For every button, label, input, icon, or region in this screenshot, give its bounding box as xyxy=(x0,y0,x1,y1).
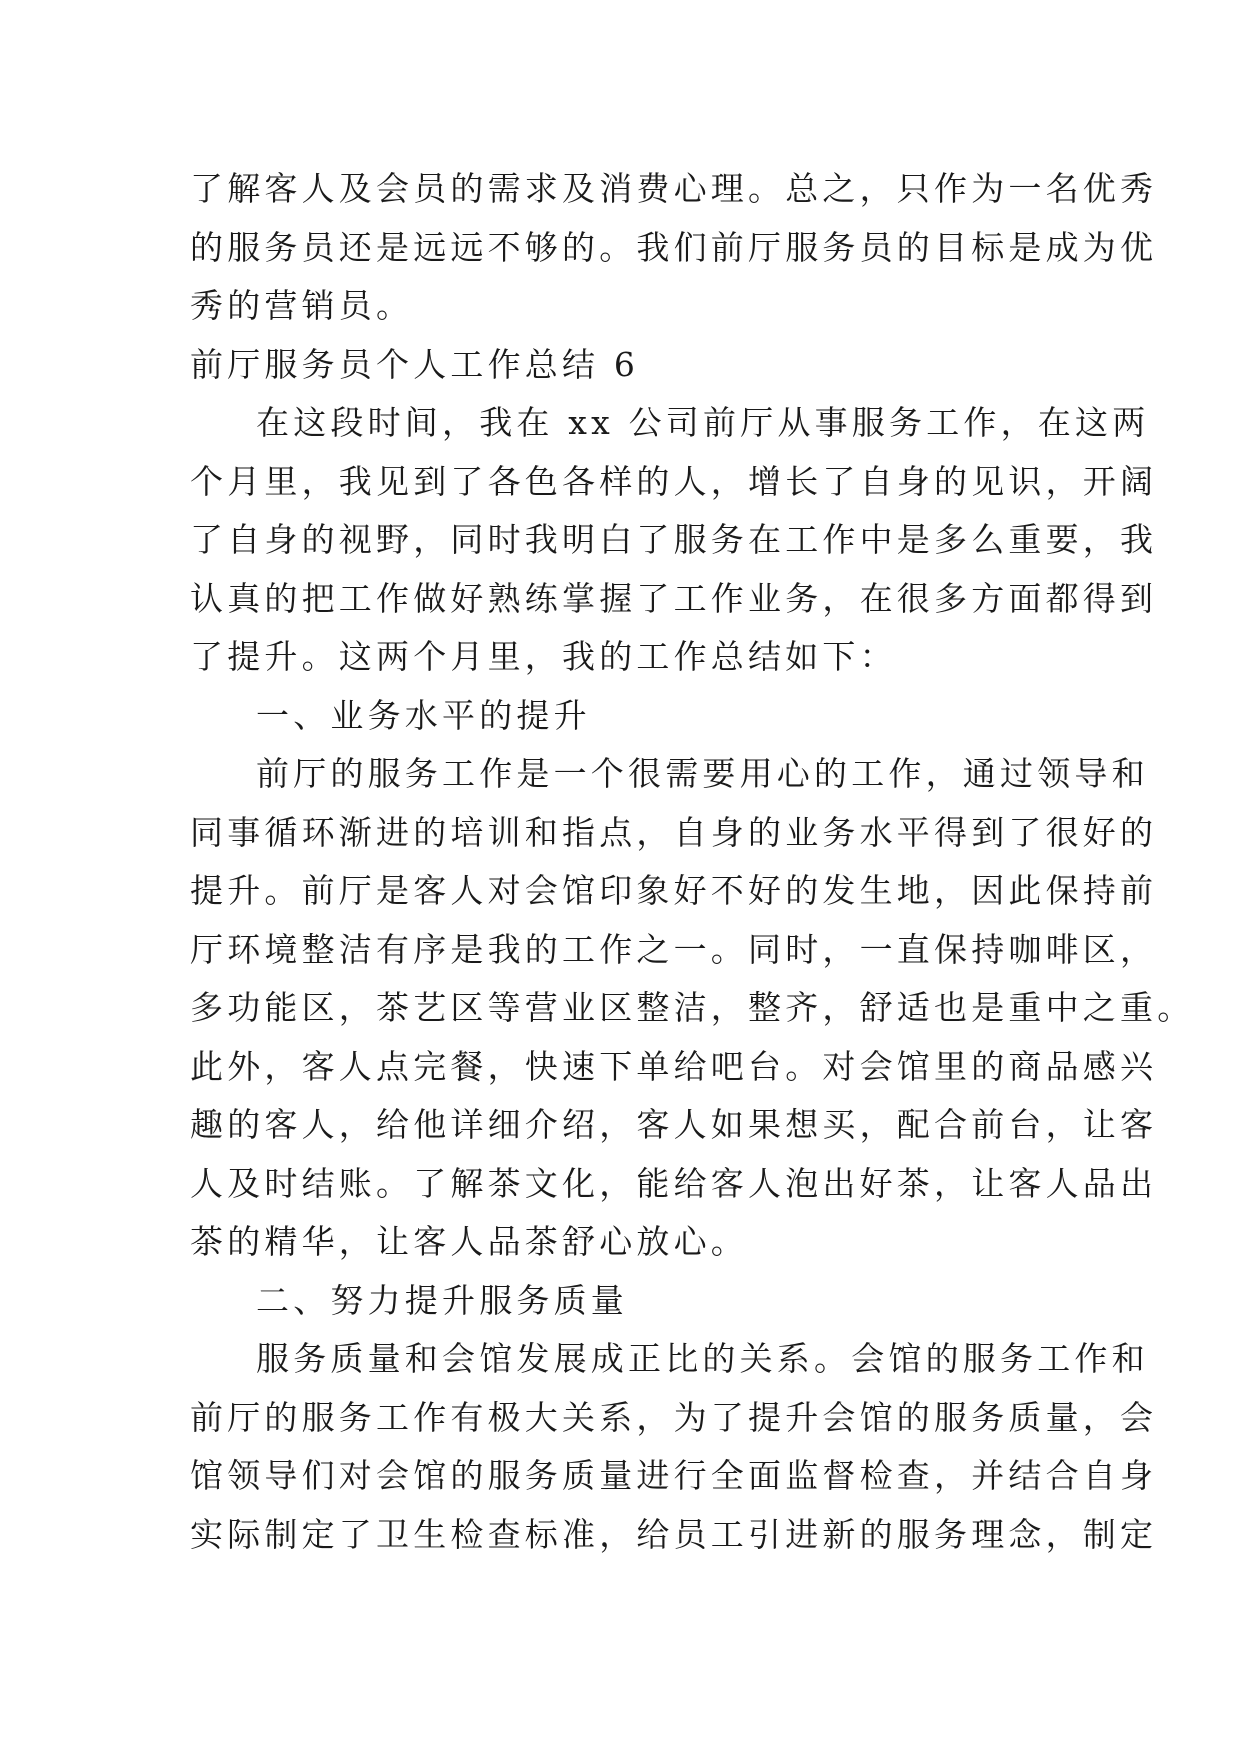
text-line: 了自身的视野，同时我明白了服务在工作中是多么重要，我 xyxy=(190,520,1158,559)
text-line: 茶的精华，让客人品茶舒心放心。 xyxy=(190,1222,748,1261)
text-line: 的服务员还是远远不够的。我们前厅服务员的目标是成为优 xyxy=(190,227,1158,267)
text-line: 多功能区，茶艺区等营业区整洁，整齐，舒适也是重中之重。 xyxy=(190,988,1195,1027)
text-line: 厅环境整洁有序是我的工作之一。同时，一直保持咖啡区， xyxy=(190,929,1158,969)
paragraph-first-line: 在这段时间，我在 xx 公司前厅从事服务工作，在这两 xyxy=(256,403,1150,442)
text-line: 提升。前厅是客人对会馆印象好不好的发生地，因此保持前 xyxy=(190,871,1158,910)
text-line: 了提升。这两个月里，我的工作总结如下： xyxy=(190,637,897,676)
text-line: 同事循环渐进的培训和指点，自身的业务水平得到了很好的 xyxy=(190,812,1158,852)
text-line: 个月里，我见到了各色各样的人，增长了自身的见识，开阔 xyxy=(190,461,1158,501)
text-line: 馆领导们对会馆的服务质量进行全面监督检查，并结合自身 xyxy=(190,1456,1158,1495)
subheading: 一、业务水平的提升 xyxy=(256,695,591,735)
document-body xyxy=(190,160,1195,1564)
text-line: 此外，客人点完餐，快速下单给吧台。对会馆里的商品感兴 xyxy=(190,1046,1158,1086)
text-line: 趣的客人，给他详细介绍，客人如果想买，配合前台，让客 xyxy=(190,1105,1158,1144)
section-title: 前厅服务员个人工作总结 6 xyxy=(190,344,640,384)
text-line: 前厅的服务工作有极大关系，为了提升会馆的服务质量，会 xyxy=(190,1397,1158,1437)
text-line: 人及时结账。了解茶文化，能给客人泡出好茶，让客人品出 xyxy=(190,1163,1158,1203)
text-line: 了解客人及会员的需求及消费心理。总之，只作为一名优秀 xyxy=(190,169,1158,208)
text-line: 秀的营销员。 xyxy=(190,286,414,325)
text-line: 认真的把工作做好熟练掌握了工作业务，在很多方面都得到 xyxy=(190,578,1158,618)
text-line: 实际制定了卫生检查标准，给员工引进新的服务理念，制定 xyxy=(190,1514,1158,1554)
paragraph-first-line: 服务质量和会馆发展成正比的关系。会馆的服务工作和 xyxy=(256,1339,1149,1378)
subheading: 二、努力提升服务质量 xyxy=(256,1280,628,1320)
paragraph-first-line: 前厅的服务工作是一个很需要用心的工作，通过领导和 xyxy=(256,754,1149,793)
